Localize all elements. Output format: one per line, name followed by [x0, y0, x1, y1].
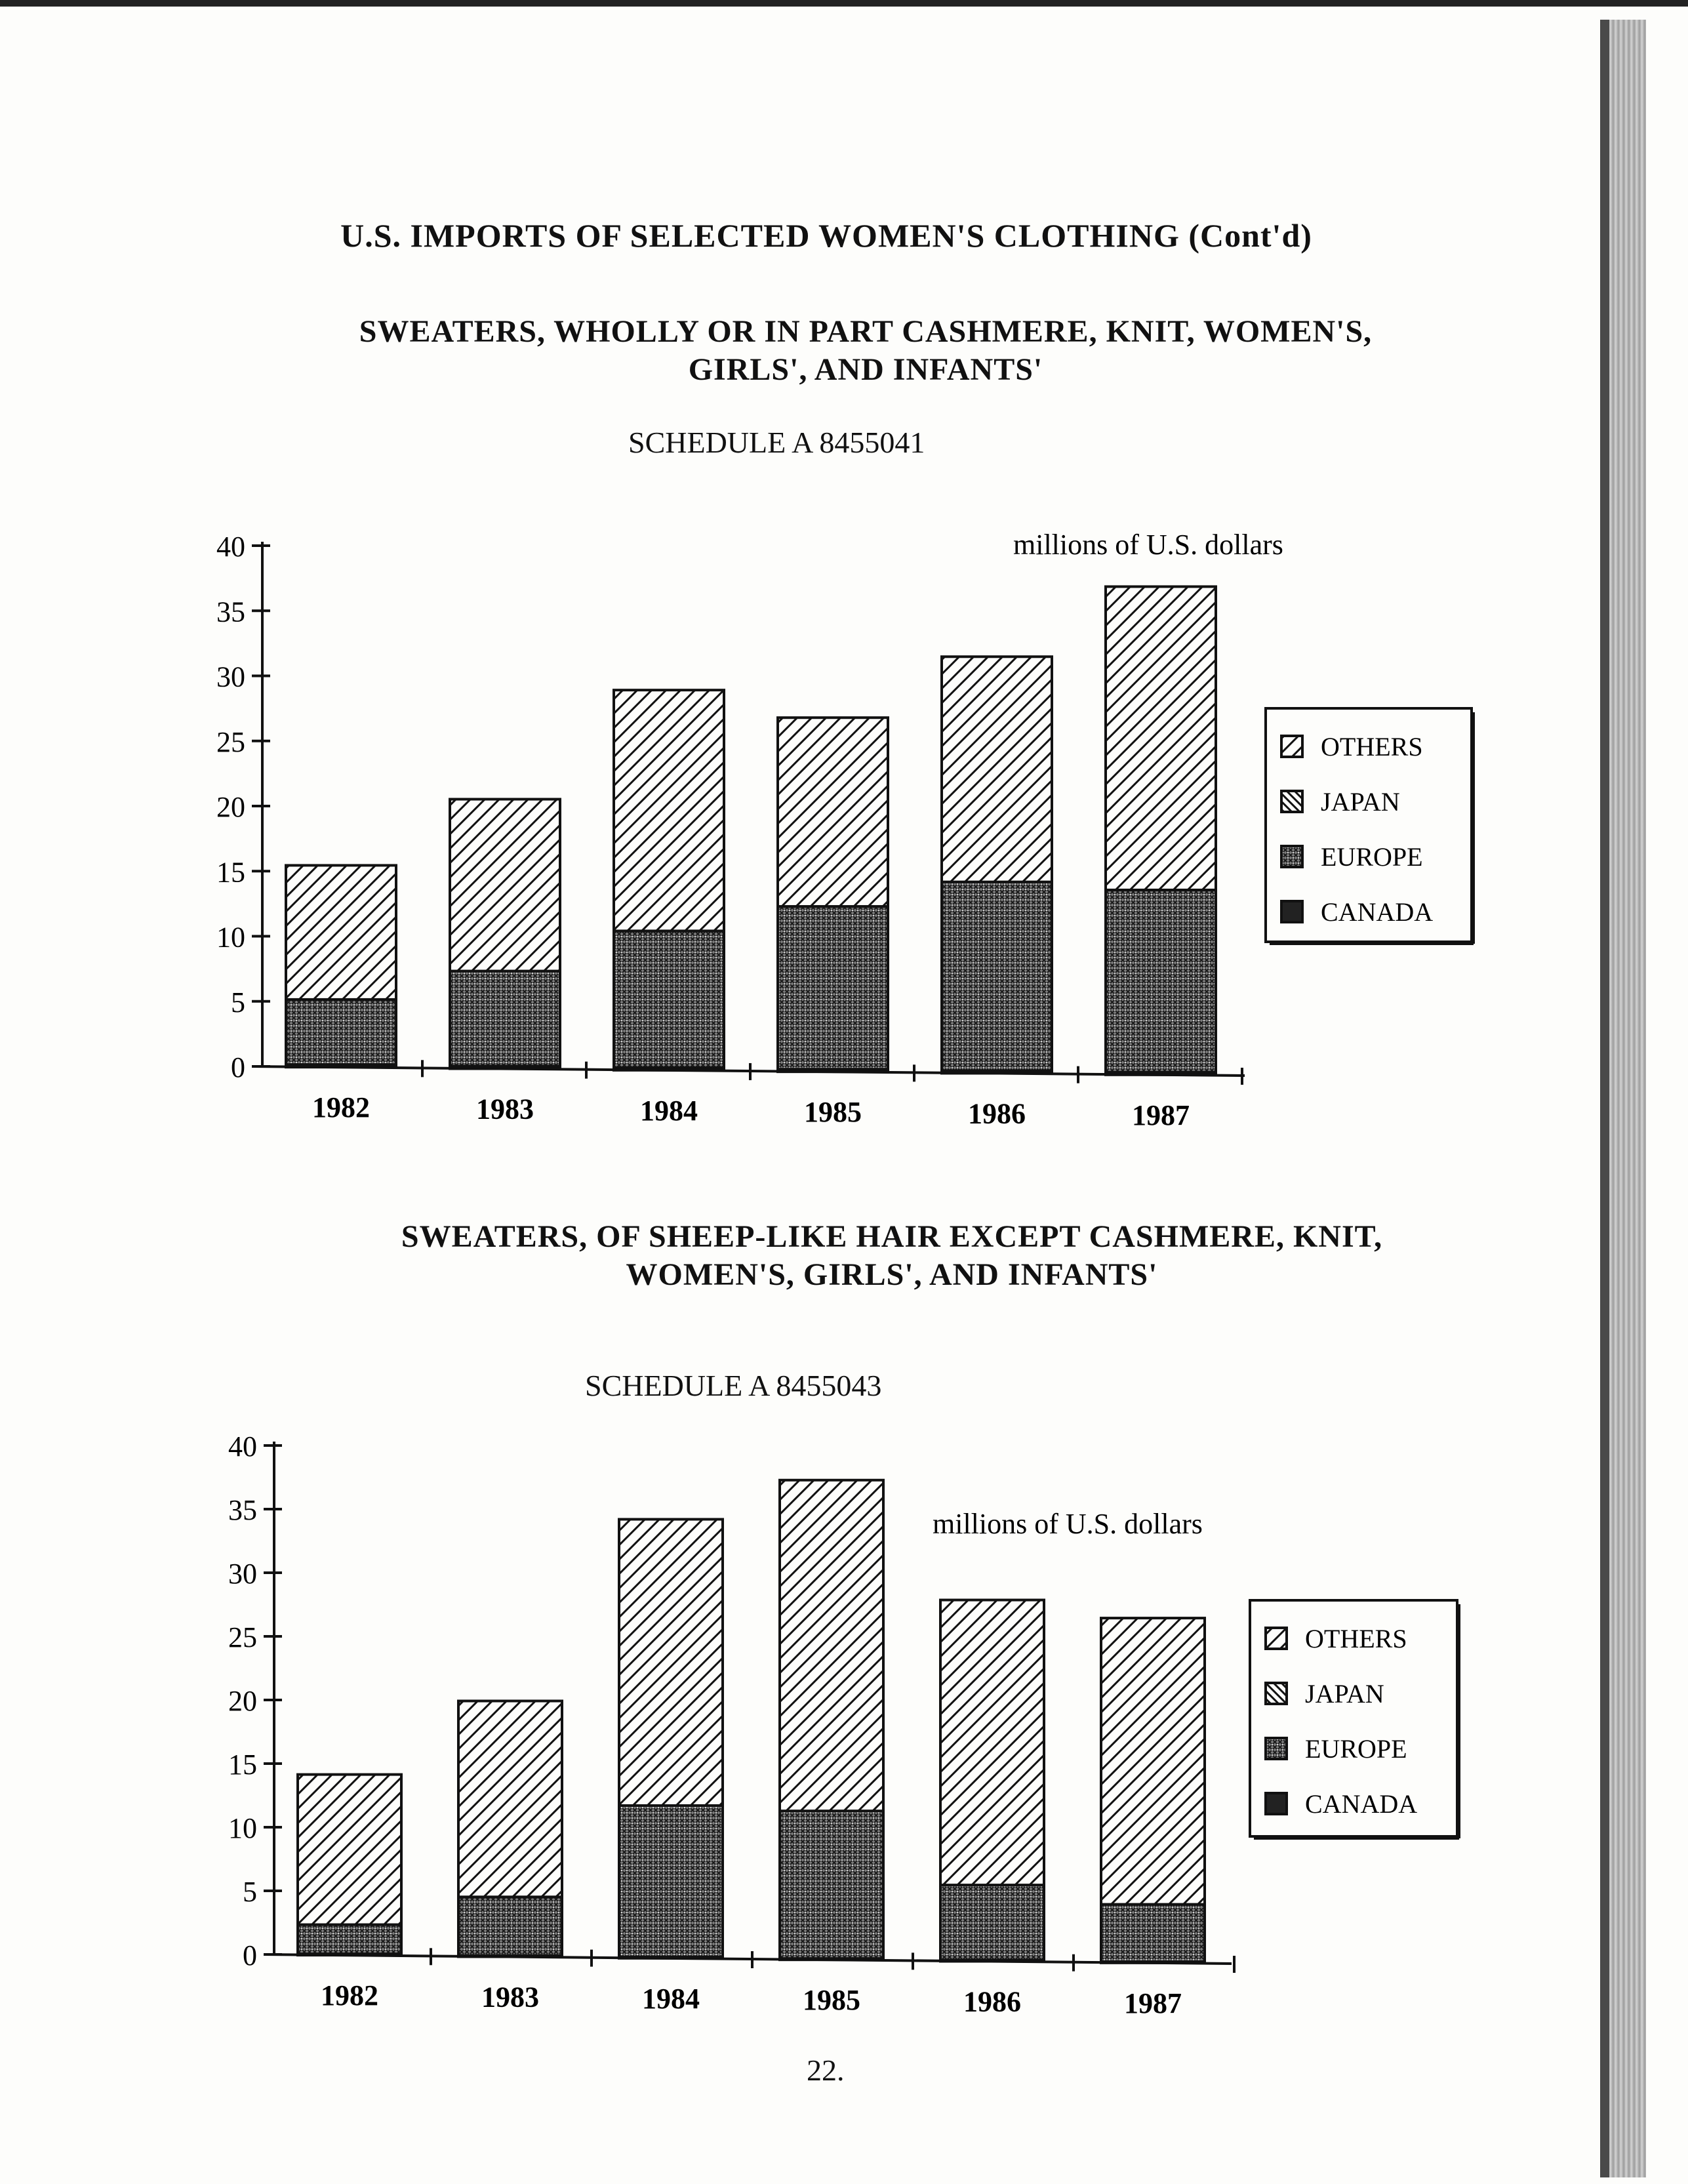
- bar-others-1986: [940, 1600, 1044, 1886]
- bar-europe-1986: [940, 1885, 1044, 1960]
- y-tick-label: 10: [216, 921, 245, 954]
- legend-swatch-others: [1266, 1628, 1287, 1649]
- legend-swatch-japan: [1266, 1683, 1287, 1704]
- x-tick-label-1985: 1985: [804, 1096, 862, 1129]
- chart-2: [228, 1430, 1459, 2019]
- bar-others-1985: [778, 718, 888, 906]
- chart1-title-line2: GIRLS', AND INFANTS': [688, 352, 1043, 387]
- bar-others-1985: [780, 1480, 883, 1811]
- bar-europe-1984: [614, 931, 724, 1067]
- y-tick-label: 25: [216, 725, 245, 758]
- bar-europe-1984: [619, 1806, 723, 1957]
- chart-1: [216, 529, 1474, 1131]
- y-tick-label: 30: [228, 1558, 257, 1590]
- x-tick-label-1985: 1985: [803, 1984, 860, 2017]
- y-tick-label: 20: [216, 791, 245, 823]
- legend-label-japan: JAPAN: [1321, 787, 1400, 817]
- x-tick-label-1987: 1987: [1124, 1987, 1182, 2019]
- y-tick-label: 0: [231, 1051, 245, 1083]
- chart2-schedule: SCHEDULE A 8455043: [585, 1369, 882, 1402]
- legend-swatch-others: [1281, 736, 1302, 757]
- bar-others-1982: [286, 865, 396, 999]
- x-tick-label-1986: 1986: [963, 1985, 1021, 2018]
- x-tick-label-1982: 1982: [321, 1979, 378, 2012]
- bar-others-1986: [942, 657, 1052, 881]
- bar-others-1984: [614, 690, 724, 931]
- chart1-title-line1: SWEATERS, WHOLLY OR IN PART CASHMERE, KNIT, WOMEN'S,: [359, 314, 1373, 349]
- legend-swatch-japan: [1281, 791, 1302, 812]
- bar-europe-1985: [780, 1811, 883, 1958]
- chart1-schedule: SCHEDULE A 8455041: [628, 426, 925, 459]
- legend-swatch-canada: [1266, 1793, 1287, 1814]
- y-tick-label: 35: [228, 1494, 257, 1526]
- chart2-title-line2: WOMEN'S, GIRLS', AND INFANTS': [626, 1257, 1158, 1292]
- legend-label-japan: JAPAN: [1305, 1679, 1384, 1709]
- x-tick-label-1983: 1983: [476, 1093, 534, 1125]
- legend-swatch-europe: [1266, 1738, 1287, 1759]
- legend-label-others: OTHERS: [1321, 732, 1423, 761]
- unit-label: millions of U.S. dollars: [1013, 529, 1283, 561]
- x-axis-line: [264, 1954, 1232, 1964]
- bar-others-1983: [458, 1701, 562, 1897]
- y-tick-label: 10: [228, 1812, 257, 1844]
- bar-others-1983: [450, 799, 560, 971]
- page-title: U.S. IMPORTS OF SELECTED WOMEN'S CLOTHING (Cont'd): [340, 217, 1312, 254]
- bar-europe-1986: [942, 882, 1052, 1071]
- chart2-title-line1: SWEATERS, OF SHEEP-LIKE HAIR EXCEPT CASHMERE, KNIT,: [401, 1219, 1383, 1254]
- y-tick-label: 40: [228, 1430, 257, 1463]
- x-tick-label-1984: 1984: [640, 1094, 698, 1127]
- legend-label-canada: CANADA: [1305, 1789, 1418, 1819]
- legend-label-europe: EUROPE: [1321, 842, 1423, 872]
- bar-europe-1985: [778, 906, 888, 1069]
- x-tick-label-1983: 1983: [481, 1981, 539, 2013]
- y-tick-label: 40: [216, 531, 245, 563]
- x-axis-line: [252, 1066, 1245, 1076]
- bar-others-1984: [619, 1520, 723, 1806]
- bar-europe-1987: [1106, 890, 1216, 1072]
- bar-others-1982: [298, 1775, 401, 1925]
- x-tick-label-1984: 1984: [642, 1982, 700, 2015]
- bar-europe-1987: [1101, 1905, 1205, 1962]
- y-tick-label: 0: [243, 1939, 257, 1972]
- y-tick-label: 15: [216, 856, 245, 889]
- y-tick-label: 35: [216, 596, 245, 628]
- bar-others-1987: [1106, 586, 1216, 890]
- x-tick-label-1982: 1982: [312, 1091, 370, 1124]
- x-tick-label-1987: 1987: [1132, 1099, 1190, 1131]
- y-tick-label: 5: [243, 1876, 257, 1908]
- y-tick-label: 30: [216, 660, 245, 693]
- y-tick-label: 5: [231, 986, 245, 1019]
- bar-europe-1983: [458, 1897, 562, 1955]
- legend-label-canada: CANADA: [1321, 897, 1434, 927]
- legend-swatch-europe: [1281, 846, 1302, 867]
- x-tick-label-1986: 1986: [968, 1097, 1026, 1130]
- unit-label: millions of U.S. dollars: [933, 1508, 1203, 1540]
- bar-europe-1983: [450, 971, 560, 1066]
- y-tick-label: 25: [228, 1621, 257, 1653]
- legend-label-others: OTHERS: [1305, 1624, 1407, 1653]
- legend-label-europe: EUROPE: [1305, 1734, 1407, 1764]
- bar-others-1987: [1101, 1618, 1205, 1905]
- bar-europe-1982: [298, 1925, 401, 1954]
- legend-swatch-canada: [1281, 901, 1302, 922]
- page-number: 22.: [807, 2053, 845, 2087]
- bar-europe-1982: [286, 1000, 396, 1064]
- y-tick-label: 15: [228, 1749, 257, 1781]
- y-tick-label: 20: [228, 1685, 257, 1717]
